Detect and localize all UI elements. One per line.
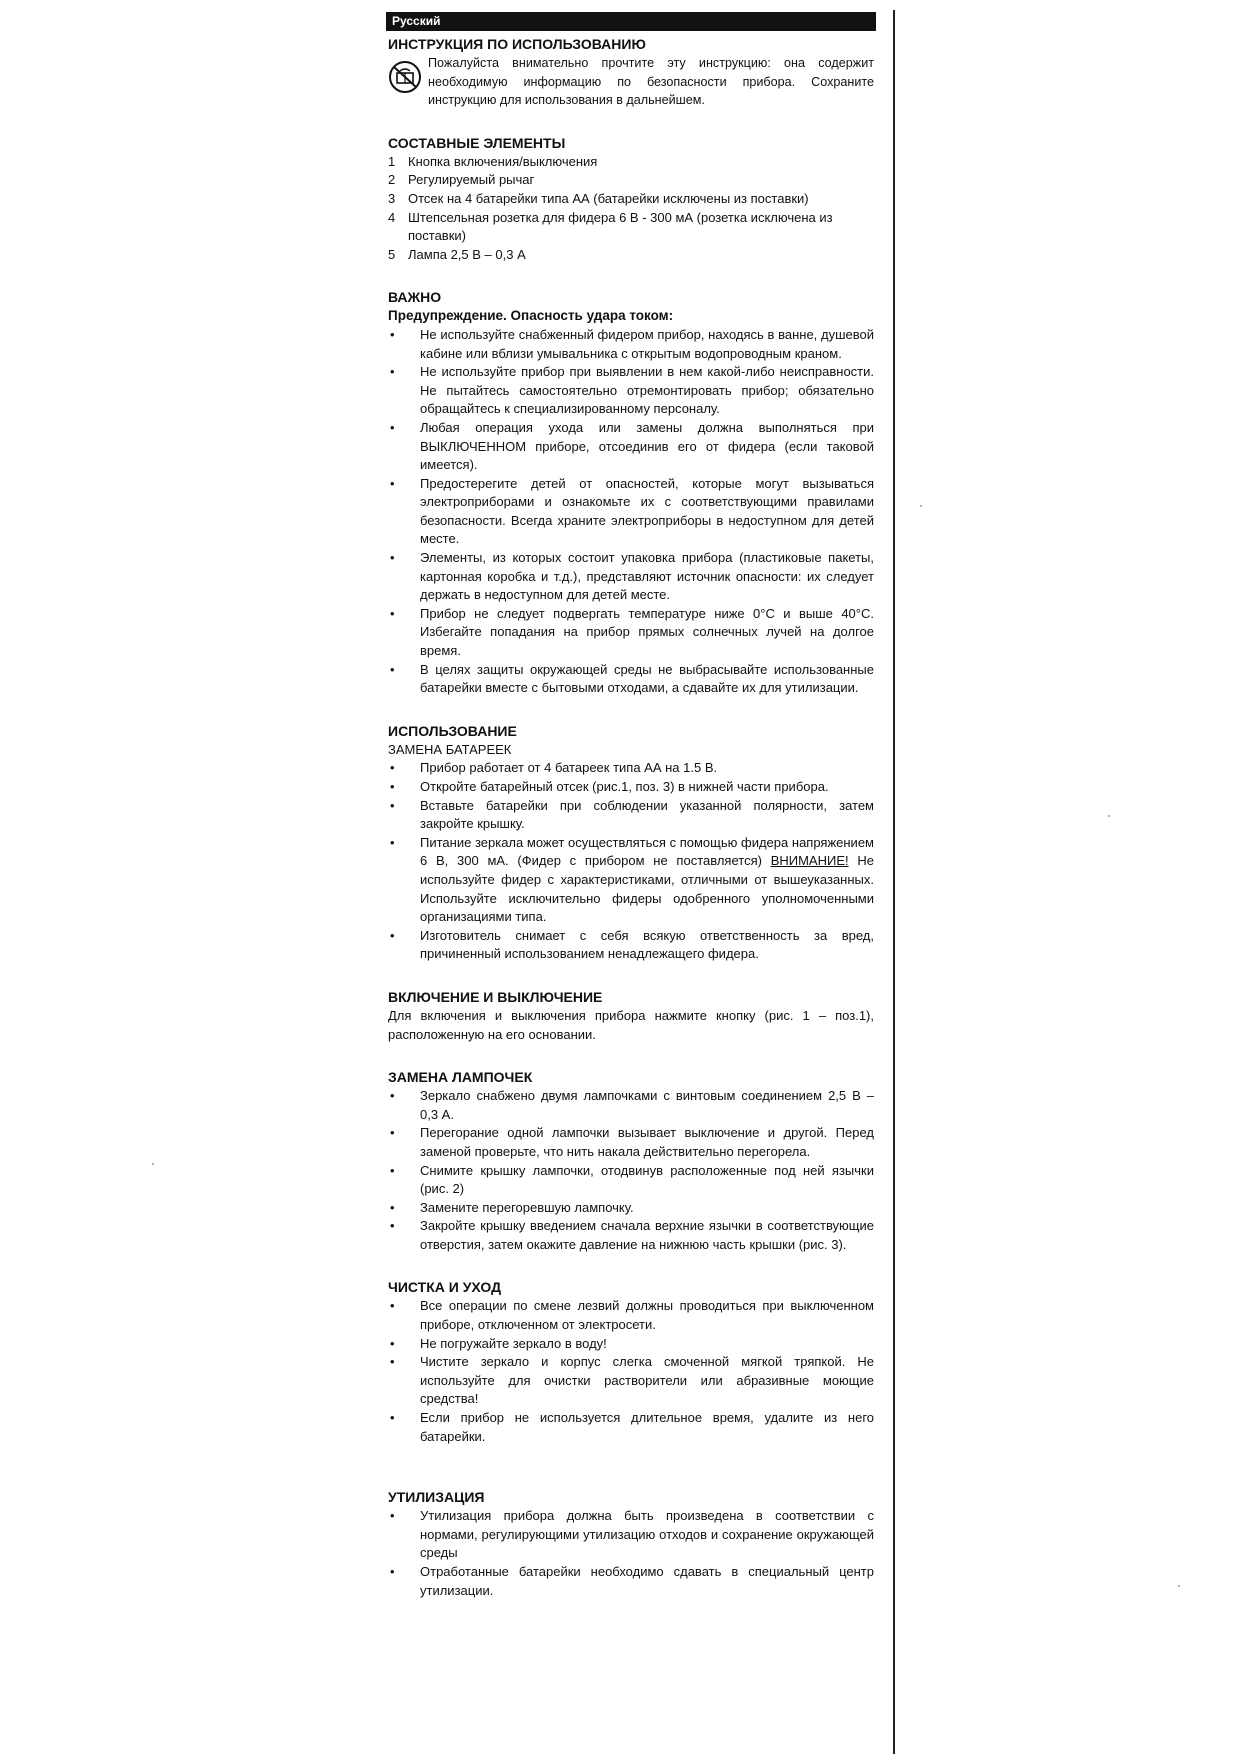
important-list — [388, 326, 874, 698]
list-item: 4 Штепсельная розетка для фидера 6 В - 300 мА (розетка исключена из поставки) — [388, 209, 833, 244]
disposal-section — [388, 1488, 874, 1600]
cleaning-title: ЧИСТКА И УХОД — [388, 1279, 502, 1296]
language-header: Русский — [386, 12, 876, 31]
components-section — [388, 134, 874, 265]
usage-list — [388, 759, 874, 964]
list-item: • Изготовитель снимает с себя всякую ответственность за вред, причиненный использованием ненадлежащего фидера. — [388, 927, 874, 964]
disposal-list — [388, 1507, 874, 1600]
cleaning-section — [388, 1278, 874, 1446]
important-section — [388, 288, 874, 697]
list-item: • Прибор работает от 4 батареек типа АА на 1.5 В. — [388, 759, 874, 778]
disposal-title: УТИЛИЗАЦИЯ — [388, 1489, 485, 1506]
scan-speck — [920, 505, 922, 507]
list-item: • Предостерегите детей от опасностей, которые могут вызываться электроприборами и ознакомьте их с соответствующими правилами безопасности. Всегда храните электроприборы в недоступном для детей месте. — [388, 475, 874, 549]
list-item: • Не погружайте зеркало в воду! — [388, 1335, 874, 1354]
list-item: 3 Отсек на 4 батарейки типа АА (батарейки исключены из поставки) — [388, 190, 809, 206]
list-item: • Прибор не следует подвергать температуре ниже 0°С и выше 40°С. Избегайте попадания на прибор прямых солнечных лучей на долгое время. — [388, 605, 874, 661]
important-subtitle: Предупреждение. Опасность удара током: — [388, 308, 674, 324]
scan-speck — [152, 1163, 154, 1165]
list-item: • Чистите зеркало и корпус слегка смоченной мягкой тряпкой. Не используйте для очистки растворители или абразивные моющие средства! — [388, 1353, 874, 1409]
components-title: СОСТАВНЫЕ ЭЛЕМЕНТЫ — [388, 134, 566, 151]
components-list — [388, 153, 874, 265]
bulbs-section — [388, 1068, 874, 1254]
scan-speck — [1108, 815, 1110, 817]
list-item: • Если прибор не используется длительное время, удалите из него батарейки. — [388, 1409, 874, 1446]
onoff-text: Для включения и выключения прибора нажмите кнопку (рис. 1 – поз.1), расположенную на его основании. — [388, 1007, 874, 1042]
list-item: • Не используйте прибор при выявлении в нем какой-либо неисправности. Не пытайтесь самостоятельно отремонтировать прибор; обязательно обращайтесь к специализированному персоналу. — [388, 363, 874, 419]
list-item: • Снимите крышку лампочки, отодвинув расположенные под ней язычки (рис. 2) — [388, 1162, 874, 1199]
scan-speck — [1178, 1585, 1180, 1587]
list-item: • В целях защиты окружающей среды не выбрасывайте использованные батарейки вместе с бытовыми отходами, а сдавайте их для утилизации. — [388, 661, 874, 698]
page-edge-line — [893, 10, 895, 1754]
list-item: • Питание зеркала может осуществляться с помощью фидера напряжением 6 В, 300 мА. (Фидер с прибором не поставляется) ВНИМАНИЕ! Не используйте фидер с характеристиками, отличными от вышеуказанных. Используйте исключительно фидеры одобренного уполномоченными организациями типа. — [388, 834, 874, 927]
usage-subtitle: ЗАМЕНА БАТАРЕЕК — [388, 741, 512, 757]
attention-label: ВНИМАНИЕ! — [770, 853, 849, 869]
bulbs-list — [388, 1087, 874, 1254]
list-item: • Утилизация прибора должна быть произведена в соответствии с нормами, регулирующими утилизацию отходов и сохранение окружающей среды — [388, 1507, 874, 1563]
list-item: • Вставьте батарейки при соблюдении указанной полярности, затем закройте крышку. — [388, 797, 874, 834]
read-manual-icon — [388, 54, 428, 110]
list-item: • Элементы, из которых состоит упаковка прибора (пластиковые пакеты, картонная коробка и т.д.), представляют источник опасности: их следует держать в недоступном для детей месте. — [388, 549, 874, 605]
list-item: • Перегорание одной лампочки вызывает выключение и другой. Перед заменой проверьте, что нить накала действительно перегорела. — [388, 1124, 874, 1161]
onoff-title: ВКЛЮЧЕНИЕ И ВЫКЛЮЧЕНИЕ — [388, 988, 603, 1005]
list-item: • Все операции по смене лезвий должны проводиться при выключенном приборе, отключенном от электросети. — [388, 1297, 874, 1334]
document-column — [388, 12, 874, 1600]
list-item: • Отработанные батарейки необходимо сдавать в специальный центр утилизации. — [388, 1563, 874, 1600]
list-item: 5 Лампа 2,5 В – 0,3 А — [388, 246, 526, 262]
list-item: • Замените перегоревшую лампочку. — [388, 1199, 874, 1218]
onoff-section — [388, 988, 874, 1044]
list-item: 1 Кнопка включения/выключения — [388, 153, 598, 169]
list-item: • Зеркало снабжено двумя лампочками с винтовым соединением 2,5 В – 0,3 А. — [388, 1087, 874, 1124]
usage-title: ИСПОЛЬЗОВАНИЕ — [388, 722, 517, 739]
intro-title: ИНСТРУКЦИЯ ПО ИСПОЛЬЗОВАНИЮ — [388, 36, 646, 52]
bulbs-title: ЗАМЕНА ЛАМПОЧЕК — [388, 1069, 533, 1086]
usage-section — [388, 722, 874, 964]
list-item: • Не используйте снабженный фидером прибор, находясь в ванне, душевой кабине или вблизи умывальника с открытым водопроводным краном. — [388, 326, 874, 363]
list-item: • Откройте батарейный отсек (рис.1, поз. 3) в нижней части прибора. — [388, 778, 874, 797]
cleaning-list — [388, 1297, 874, 1446]
list-item: 2 Регулируемый рычаг — [388, 172, 535, 188]
intro-text: Пожалуйста внимательно прочтите эту инструкцию: она содержит необходимую информацию по безопасности прибора. Сохраните инструкцию для использования в дальнейшем. — [428, 56, 874, 108]
list-item: • Любая операция ухода или замены должна выполняться при ВЫКЛЮЧЕННОМ приборе, отсоединив его от фидера (если таковой имеется). — [388, 419, 874, 475]
intro-section — [388, 35, 874, 110]
important-title: ВАЖНО — [388, 289, 442, 306]
list-item: • Закройте крышку введением сначала верхние язычки в соответствующие отверстия, затем окажите давление на нижнюю часть крышки (рис. 3). — [388, 1217, 874, 1254]
